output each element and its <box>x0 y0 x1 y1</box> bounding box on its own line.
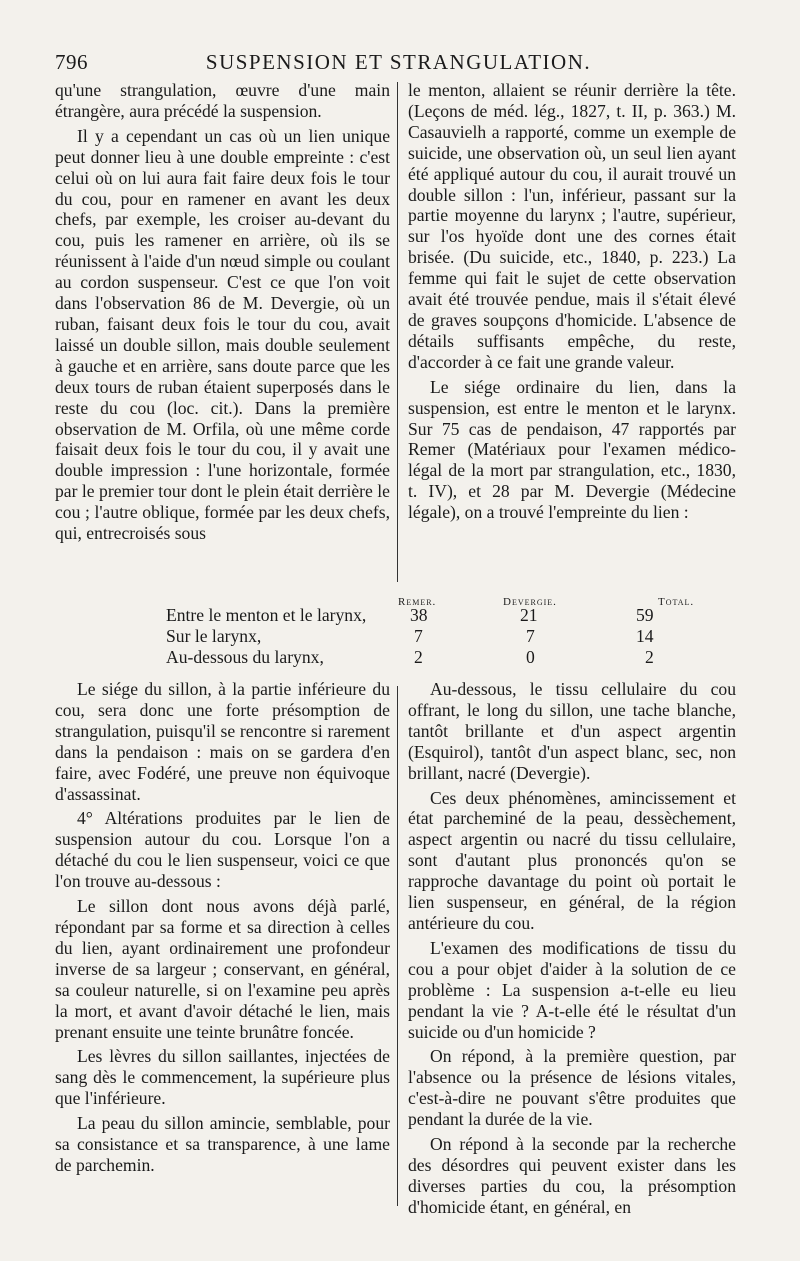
right-column-bottom <box>408 679 736 1218</box>
paragraph: Le siége ordinaire du lien, dans la suspension, est entre le menton et le larynx. Sur 75 cas de pendaison, 47 rapportés par Remer (Matériaux pour l'examen médico-légal de la mort par strangulation, etc., 1830, t. IV), et 28 par M. Devergie (Médecine légale), on a trouvé l'empreinte du lien : <box>408 376 736 523</box>
table-row <box>55 647 745 668</box>
row-label: Au-dessous du larynx, <box>166 647 324 667</box>
paragraph: Le siége du sillon, à la partie inférieure du cou, sera donc une forte présomption de strangulation, puisqu'il se rencontre si rarement dans la pendaison : mais on se gardera d'en faire, avec Fodéré, une preuve non équivoque d'assassinat. <box>55 679 390 804</box>
table-row <box>55 626 745 647</box>
paragraph: Ces deux phénomènes, amincissement et état parcheminé de la peau, dessèchement, aspect argentin ou nacré du tissu cellulaire, sont d'autant plus prononcés qu'on se rapproche davantage du point où portait le lien suspenseur, en général, de la région antérieure du cou. <box>408 787 736 933</box>
row-label: Sur le larynx, <box>166 626 262 646</box>
cell-total: 14 <box>636 626 654 646</box>
paragraph: le menton, allaient se réunir derrière la tête. (Leçons de méd. lég., 1827, t. II, p. 363.) M. Casauvielh a rapporté, comme un exemple de suicide, une observation où, un seul lien ayant été appliqué autour du cou, il aurait trouvé un double sillon : l'un, inférieur, passant sur la partie moyenne du larynx ; l'autre, supérieur, sur l'os hyoïde dont une des cornes était brisée. (Du suicide, etc., 1840, p. 223.) La femme qui fait le sujet de cette observation avait été trouvée pendue, mais il s'était élevé de graves soupçons d'homicide. L'absence de détails suffisants empêche, du reste, d'accorder à ce fait une grande valeur. <box>408 80 736 372</box>
row-label: Entre le menton et le larynx, <box>166 605 367 625</box>
cell-remer: 38 <box>410 605 428 625</box>
paragraph: Il y a cependant un cas où un lien unique peut donner lieu à une double empreinte : c'est celui où on lui aura fait faire deux fois le tour du cou, pour en ramener en avant les deux chefs, par exemple, les croiser au-devant du cou, puis les ramener en arrière, où ils se réunissent à l'aide d'un nœud simple ou coulant au cordon suspenseur. C'est ce que l'on voit dans l'observation 86 de M. Devergie, où un ruban, faisant deux fois le tour du cou, avait laissé un double sillon, mais double seulement à gauche et en arrière, sans doute parce que les deux tours de ruban étaient superposés dans le reste du cou (loc. cit.). Dans la première observation de M. Orfila, où une même corde faisait deux fois le tour du cou, il y avait une double impression : l'une horizontale, formée par le premier tour dont le plein était derrière le cou ; l'autre oblique, formée par les deux chefs, qui, entrecroisés sous <box>55 125 390 544</box>
paragraph: La peau du sillon amincie, semblable, pour sa consistance et sa transparence, à une lame de parchemin. <box>55 1113 390 1175</box>
cell-devergie: 7 <box>526 626 535 646</box>
header-remer: Remer. <box>398 596 437 608</box>
header-devergie: Devergie. <box>503 596 557 608</box>
page-header <box>55 50 742 78</box>
paragraph: Les lèvres du sillon saillantes, injectées de sang dès le commencement, la supérieure plus que l'inférieure. <box>55 1046 390 1109</box>
cell-total: 2 <box>645 647 654 667</box>
page-number: 796 <box>55 50 88 74</box>
header-total: Total. <box>658 596 695 608</box>
column-divider <box>397 686 398 1206</box>
paragraph: Au-dessous, le tissu cellulaire du cou offrant, le long du sillon, une tache blanche, tantôt brillante et d'un aspect argentin (Esquirol), tantôt d'un aspect blanc, sec, non brillant, nacré (Devergie). <box>408 679 736 783</box>
paragraph: qu'une strangulation, œuvre d'une main étrangère, aura précédé la suspension. <box>55 80 390 121</box>
paragraph: Le sillon dont nous avons déjà parlé, répondant par sa forme et sa direction à celles du lien, ayant ordinairement une profondeur inverse de sa largeur ; conservant, en général, sa couleur naturelle, si on l'examine peu après la mort, et avant d'avoir détaché le lien, mais prenant ensuite une teinte brunâtre foncée. <box>55 896 390 1042</box>
paragraph: On répond à la seconde par la recherche des désordres qui peuvent exister dans les diverses parties du cou, la présomption d'homicide étant, en général, en <box>408 1134 736 1217</box>
running-title: SUSPENSION ET STRANGULATION. <box>205 50 592 74</box>
left-column-bottom <box>55 679 390 1176</box>
cell-devergie: 0 <box>526 647 535 667</box>
cell-total: 59 <box>636 605 654 625</box>
cell-devergie: 21 <box>520 605 538 625</box>
left-column-top <box>55 80 390 544</box>
right-column-top <box>408 80 736 523</box>
column-divider <box>397 82 398 582</box>
paragraph: On répond, à la première question, par l'absence ou la présence de lésions vitales, c'est-à-dire ne pouvant s'être produites que pendant la durée de la vie. <box>408 1046 736 1130</box>
paragraph: 4° Altérations produites par le lien de suspension autour du cou. Lorsque l'on a détaché du cou le lien suspenseur, voici ce que l'on trouve au-dessous : <box>55 808 390 892</box>
cell-remer: 2 <box>414 647 423 667</box>
paragraph: L'examen des modifications de tissu du cou a pour objet d'aider à la solution de ce problème : La suspension a-t-elle eu lieu pendant la vie ? A-t-elle été le résultat d'un suicide ou d'un homicide ? <box>408 937 736 1042</box>
table-row <box>55 605 745 626</box>
cell-remer: 7 <box>414 626 423 646</box>
